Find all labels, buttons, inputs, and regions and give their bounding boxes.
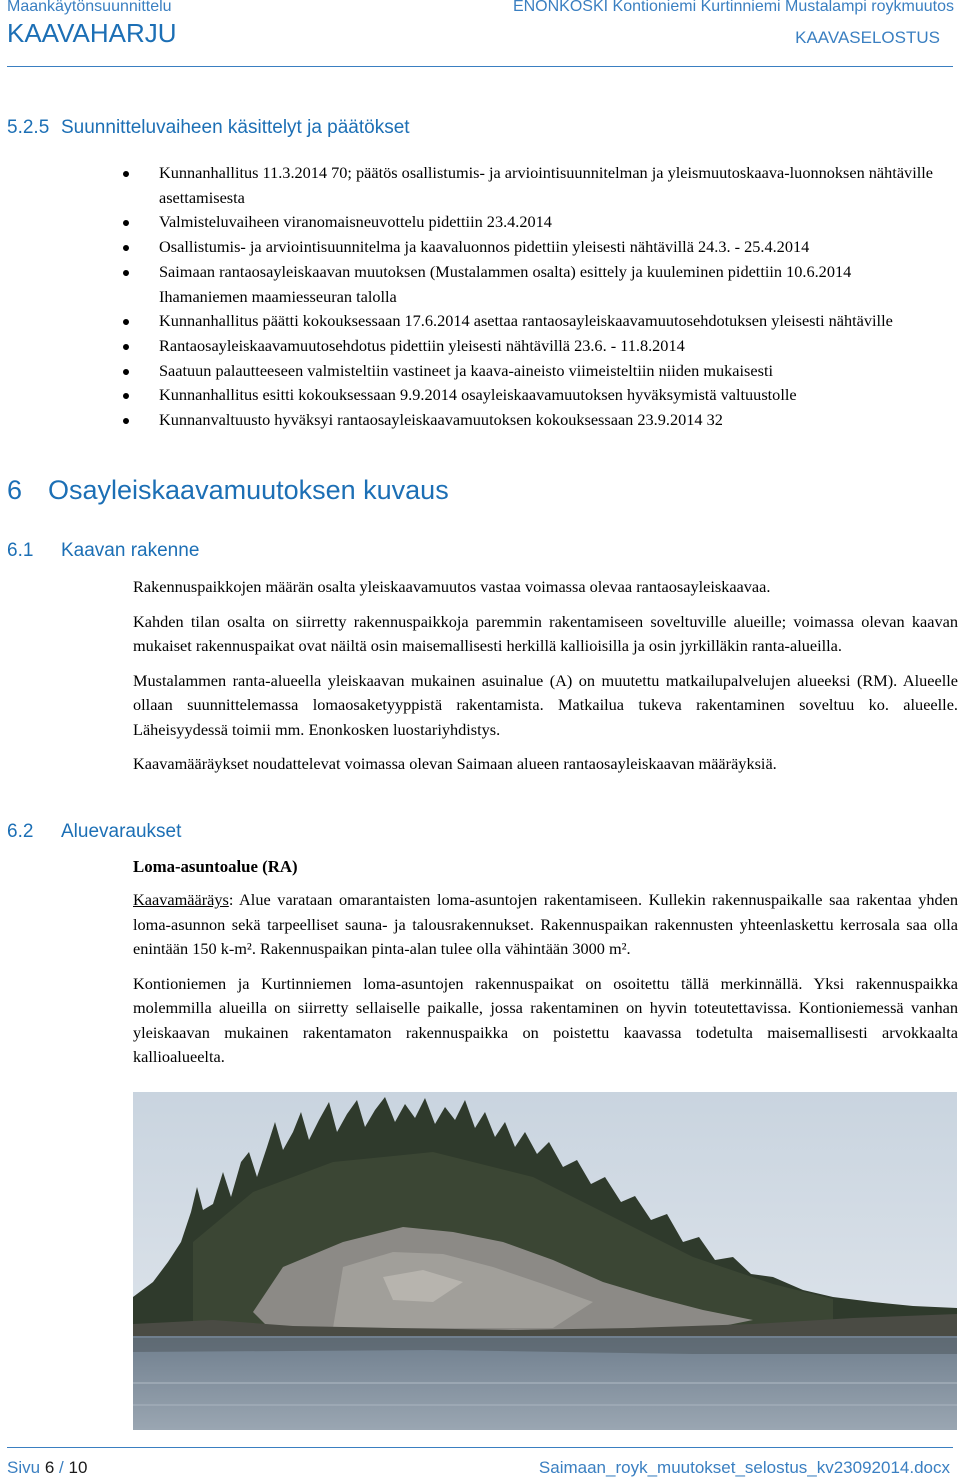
decision-list <box>123 161 933 433</box>
regulation-text: : Alue varataan omarantaisten loma-asuntojen rakentamiseen. Kullekin rakennuspaikalle saa rakentaa yhden loma-asunnon sekä tarpeelliset sauna- ja talousrakennukset. Rakennuspaikan rakennusten yhteenlaskettu kerrosala saa olla enintään 150 k-m². Rakennuspaikan pinta-alan tulee olla vähintään 3000 m². <box>133 890 958 958</box>
regulation-label: Kaavamääräys <box>133 890 229 909</box>
list-item: Valmisteluvaiheen viranomaisneuvottelu pidettiin 23.4.2014 <box>123 210 933 235</box>
header-doc-type: KAAVASELOSTUS <box>795 28 940 47</box>
section-6-1-heading <box>7 540 199 562</box>
section-6-2-heading <box>7 821 181 843</box>
list-item: Osallistumis- ja arviointisuunnitelma ja kaavaluonnos pidettiin yleisesti nähtävillä 24.3. - 25.4.2014 <box>123 235 933 260</box>
page-current: 6 <box>44 1458 55 1477</box>
list-item: Kunnanhallitus esitti kokouksessaan 9.9.2014 osayleiskaavamuutoksen hyväksymistä valtuustolle <box>123 383 933 408</box>
list-item: Saatuun palautteeseen valmisteltiin vastineet ja kaava-aineisto viimeisteltiin niiden mukaisesti <box>123 359 933 384</box>
footer-divider <box>7 1447 953 1448</box>
chapter-6-heading <box>7 475 449 506</box>
shoreline-photo <box>133 1092 957 1430</box>
list-item: Kunnanhallitus päätti kokouksessaan 17.6.2014 asettaa rantaosayleiskaavamuutosehdotuksen yleisesti nähtäville <box>123 309 933 334</box>
list-item: Kunnanhallitus 11.3.2014 70; päätös osallistumis- ja arviointisuunnitelman ja yleismuutoskaava-luonnoksen nähtäville asettamisesta <box>123 161 933 210</box>
section-5-2-5-heading <box>7 117 410 139</box>
paragraph: Kaavamääräykset noudattelevat voimassa olevan Saimaan alueen rantaosayleiskaavan määräyksiä. <box>133 754 777 773</box>
section-title: Suunnitteluvaiheen käsittelyt ja päätökset <box>61 117 410 138</box>
section-number: 5.2.5 <box>7 117 50 138</box>
section-number: 6.1 <box>7 540 34 561</box>
page-separator: / <box>59 1458 64 1477</box>
paragraph: Kontioniemen ja Kurtinniemen loma-asuntojen rakennuspaikat on osoitettu tällä merkinnällä. Yksi rakennuspaikka molemmilla alueilla on siirretty sellaiselle paikalle, jossa rakentaminen on hyvin toteutettavissa. Kontioniemessä vanhan yleiskaavan mukainen rakentamaton rakennuspaikka on poistettu kaavassa todetulta maisemallisesti arvokkaalta kallioalueelta. <box>133 973 958 1066</box>
paragraph: Rakennuspaikkojen määrän osalta yleiskaavamuutos vastaa voimassa olevaa rantaosayleiskaavaa. <box>133 577 771 596</box>
section-title: Kaavan rakenne <box>61 540 200 561</box>
subheading: Loma-asuntoalue (RA) <box>133 857 298 876</box>
header-divider <box>7 66 953 67</box>
page-number <box>7 1458 87 1478</box>
chapter-number: 6 <box>7 475 23 505</box>
section-number: 6.2 <box>7 821 34 842</box>
section-6-1-body <box>133 575 958 777</box>
footer-filename: Saimaan_royk_muutokset_selostus_kv23092014.docx <box>538 1458 950 1477</box>
page-total: 10 <box>68 1458 88 1477</box>
header-municipality: KAAVAHARJU <box>7 18 177 48</box>
list-item: Kunnanvaltuusto hyväksyi rantaosayleiskaavamuutoksen kokouksessaan 23.9.2014 32 <box>123 408 933 433</box>
header-org: Maankäytönsuunnittelu <box>7 0 172 15</box>
paragraph: Kahden tilan osalta on siirretty rakennuspaikkoja paremmin rakentamiseen soveltuville alueille; voimassa olevan kaavan mukaiset rakennuspaikat ovat näiltä osin maisemallisesti herkillä kallioisilla ja osin jyrkilläkin ranta-alueilla. <box>133 611 958 655</box>
list-item: Saimaan rantaosayleiskaavan muutoksen (Mustalammen osalta) esittely ja kuuleminen pidettiin 10.6.2014 Ihamaniemen maamiesseuran talolla <box>123 260 933 309</box>
shoreline-photo-image <box>133 1092 957 1430</box>
section-title: Aluevaraukset <box>61 821 182 842</box>
page-label: Sivu <box>7 1458 41 1477</box>
paragraph: Mustalammen ranta-alueella yleiskaavan mukainen asuinalue (A) on muutettu matkailupalvelujen alueeksi (RM). Alueelle ollaan suunnittelemassa lomaosaketyyppistä rakentamista. Matkailua tukeva rakentaminen soveltuu ko. alueelle. Läheisyydessä toimii mm. Enonkosken luostariyhdistys. <box>133 670 958 739</box>
header-project: ENONKOSKI Kontioniemi Kurtinniemi Mustalampi roykmuutos <box>512 0 954 15</box>
regulation-paragraph <box>133 888 958 962</box>
chapter-title: Osayleiskaavamuutoksen kuvaus <box>48 475 449 505</box>
section-6-2-body <box>133 888 958 1070</box>
list-item: Rantaosayleiskaavamuutosehdotus pidettiin yleisesti nähtävillä 23.6. - 11.8.2014 <box>123 334 933 359</box>
